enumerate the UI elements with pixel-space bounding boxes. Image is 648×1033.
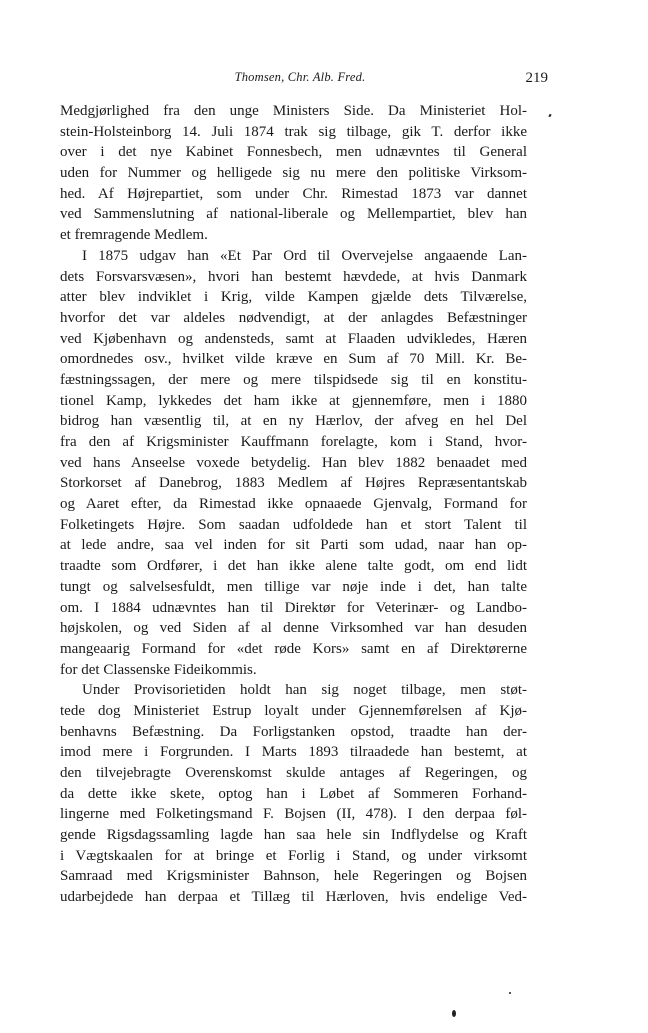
text-line: gende Rigsdagssamling lagde han saa hele sin Indflydelse og Kraft bbox=[60, 827, 527, 844]
text-line: lingerne med Folketingsmand F. Bojsen (II, 478). I den derpaa føl- bbox=[60, 806, 527, 823]
text-line: udarbejdede han derpaa et Tillæg til Hærloven, hvis endelige Ved- bbox=[60, 889, 527, 906]
text-line: ved Sammenslutning af national-liberale og Mellempartiet, blev han bbox=[60, 206, 527, 223]
text-line: tungt og salvelsesfuldt, men tillige var nøje inde i det, han talte bbox=[60, 578, 527, 595]
text-line: tionel Kamp, lykkedes det ham ikke at gjennemføre, men i 1880 bbox=[60, 392, 527, 409]
text-line: ved hans Anseelse voxede betydelig. Han blev 1882 benaadet med bbox=[60, 454, 527, 471]
text-line: benhavns Befæstning. Da Forligstanken opstod, traadte han der- bbox=[60, 723, 527, 740]
running-title: Thomsen, Chr. Alb. Fred. bbox=[234, 70, 366, 84]
text-line: bidrog han væsentlig til, at en ny Hærlov, der afveg en hel Del bbox=[60, 413, 527, 430]
text-line: og Aaret efter, da Rimestad ikke opnaaede Gjenvalg, Formand for bbox=[60, 496, 527, 513]
scan-speck bbox=[509, 992, 511, 994]
scan-speck bbox=[452, 1010, 456, 1017]
text-line: da dette ikke skete, optog han i Løbet af Sommeren Forhand- bbox=[60, 785, 527, 802]
text-line: den tilvejebragte Overenskomst skulde antages af Regeringen, og bbox=[60, 765, 527, 781]
text-line: at lede andre, saa vel inden for sit Parti som udad, naar han op- bbox=[60, 537, 527, 554]
text-line: mangeaarig Formand for «det røde Kors» samt en af Direktørerne bbox=[60, 640, 527, 657]
body-text bbox=[60, 101, 527, 908]
text-line: tede dog Ministeriet Estrup loyalt under Gjennemførelsen af Kjø- bbox=[60, 702, 527, 719]
text-line: for det Classenske Fideikommis. bbox=[60, 661, 257, 678]
text-line: fra den af Krigsminister Kauffmann forelagte, kom i Stand, hvor- bbox=[60, 434, 527, 450]
text-line: Samraad med Krigsminister Bahnson, hele Regeringen og Bojsen bbox=[60, 868, 527, 885]
text-line: Storkorset af Danebrog, 1883 Medlem af Højres Repræsentantskab bbox=[60, 475, 527, 492]
text-line: dets Forsvarsvæsen», hvori han bestemt hævdede, at hvis Danmark bbox=[60, 268, 527, 285]
text-line: imod mere i Forgrunden. I Marts 1893 tilraadede han bestemt, at bbox=[60, 744, 527, 761]
text-line: omordnedes osv., hvilket vilde kræve en Sum af 70 Mill. Kr. Be- bbox=[60, 351, 527, 368]
text-line: Folketingets Højre. Som saadan udfoldede han et stort Talent til bbox=[60, 516, 527, 533]
page-number: 219 bbox=[525, 70, 548, 86]
text-line: i Vægtskaalen for at bringe et Forlig i Stand, og under virksomt bbox=[60, 847, 527, 864]
paragraph-start-line: Under Provisorietiden holdt han sig noget tilbage, men støt- bbox=[82, 682, 527, 699]
text-line: traadte som Ordfører, i det han ikke alene talte godt, om end lidt bbox=[60, 558, 527, 575]
text-line: uden for Nummer og helligede sig nu mere den politiske Virksom- bbox=[60, 165, 527, 182]
paragraph-start-line: I 1875 udgav han «Et Par Ord til Overvejelse angaaende Lan- bbox=[82, 247, 527, 264]
text-line: hed. Af Højrepartiet, som under Chr. Rimestad 1873 var dannet bbox=[60, 185, 527, 202]
scan-speck bbox=[548, 114, 551, 118]
text-line: ved Kjøbenhavn og andensteds, samt at Flaaden udvikledes, Hæren bbox=[60, 330, 527, 347]
text-line: hvorfor det var aldeles nødvendigt, at der anlagdes Befæstninger bbox=[60, 309, 527, 326]
text-line: et fremragende Medlem. bbox=[60, 227, 208, 244]
text-line: om. I 1884 udnævntes han til Direktør for Veterinær- og Landbo- bbox=[60, 599, 527, 616]
text-line: fæstningssagen, der mere og mere tilspidsede sig til en konstitu- bbox=[60, 371, 527, 388]
text-line: højskolen, og ved Siden af al denne Virksomhed var han desuden bbox=[60, 620, 527, 637]
text-line: over i det nye Kabinet Fonnesbech, men udnævntes til General bbox=[60, 144, 527, 161]
running-header bbox=[60, 70, 548, 90]
text-line: stein-Holsteinborg 14. Juli 1874 trak sig tilbage, gik T. derfor ikke bbox=[60, 123, 527, 140]
text-line: Medgjørlighed fra den unge Ministers Side. Da Ministeriet Hol- bbox=[60, 103, 527, 119]
text-line: atter blev indviklet i Krig, vilde Kampen gjælde dets Tilværelse, bbox=[60, 289, 527, 306]
